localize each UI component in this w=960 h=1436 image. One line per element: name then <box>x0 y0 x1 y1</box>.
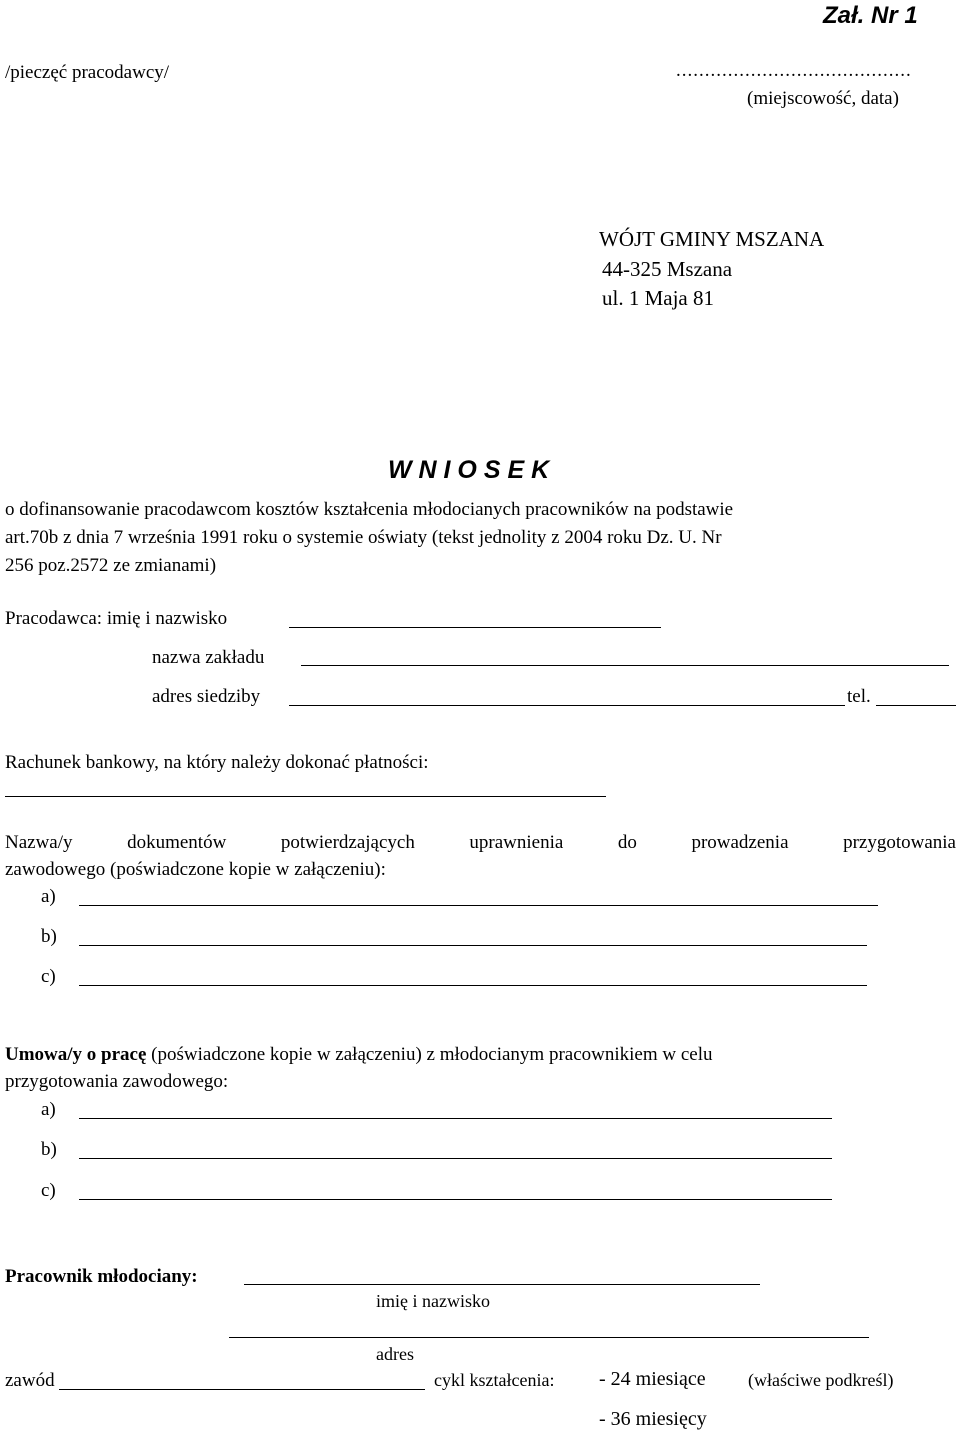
documents-word: przygotowania <box>843 832 956 853</box>
contract-line1 <box>5 1044 713 1066</box>
phone-field[interactable] <box>876 705 956 706</box>
profession-label: zawód <box>5 1370 55 1391</box>
document-item-label-b: b) <box>41 926 57 947</box>
documents-line2-rest: (poświadczone kopie w załączeniu): <box>105 859 386 880</box>
worker-label: Pracownik młodociany: <box>5 1266 198 1287</box>
worker-address-caption: adres <box>376 1344 414 1364</box>
recipient-line1: WÓJT GMINY MSZANA <box>599 227 825 251</box>
documents-word: dokumentów <box>127 832 227 853</box>
company-name-label: nazwa zakładu <box>152 647 265 668</box>
documents-word: Nazwa/y <box>5 832 73 853</box>
intro-line2: art.70b z dnia 7 września 1991 roku o systemie oświaty (tekst jednolity z 2004 roku Dz. U. Nr <box>5 527 722 548</box>
documents-line2 <box>5 859 386 881</box>
recipient-line3: ul. 1 Maja 81 <box>602 286 714 310</box>
place-date-dots: ......................................... <box>676 60 912 81</box>
contract-field-a[interactable] <box>79 1118 832 1119</box>
contract-field-b[interactable] <box>79 1158 832 1159</box>
employer-label: Pracodawca: <box>5 608 103 629</box>
employer-name-field[interactable] <box>289 627 661 628</box>
contract-bold: Umowa/y o pracę <box>5 1044 147 1065</box>
contract-item-label-c: c) <box>41 1180 56 1201</box>
contract-rest: (poświadczone kopie w załączeniu) z młodocianym pracownikiem w celu <box>146 1044 713 1065</box>
bank-account-field[interactable] <box>5 796 606 797</box>
profession-field[interactable] <box>59 1389 425 1390</box>
training-cycle-label: cykl kształcenia: <box>434 1370 555 1390</box>
worker-name-caption: imię i nazwisko <box>376 1291 490 1311</box>
place-date-label: (miejscowość, data) <box>747 88 899 109</box>
cycle-option-36[interactable]: - 36 miesięcy <box>599 1408 707 1430</box>
documents-word: uprawnienia <box>469 832 564 853</box>
intro-line1: o dofinansowanie pracodawcom kosztów kształcenia młodocianych pracowników na podstawie <box>5 499 734 520</box>
employer-name-label: imię i nazwisko <box>106 608 228 629</box>
cycle-hint: (właściwe podkreśl) <box>748 1370 894 1390</box>
recipient-line2: 44-325 Mszana <box>602 257 733 281</box>
documents-line1 <box>5 832 956 854</box>
document-title: W N I O S E K <box>388 456 550 484</box>
documents-word: prowadzenia <box>691 832 789 853</box>
intro-line3: 256 poz.2572 ze zmianami) <box>5 555 217 576</box>
company-address-field[interactable] <box>289 705 845 706</box>
phone-label: tel. <box>847 686 871 707</box>
document-item-label-a: a) <box>41 886 56 907</box>
documents-word: do <box>617 832 637 853</box>
document-item-label-c: c) <box>41 966 56 987</box>
contract-field-c[interactable] <box>79 1199 832 1200</box>
document-field-c[interactable] <box>79 985 867 986</box>
attachment-number: Zał. Nr 1 <box>823 2 918 29</box>
company-name-field[interactable] <box>301 665 949 666</box>
contract-line2: przygotowania zawodowego: <box>5 1071 229 1092</box>
documents-line2-bold: zawodowego <box>5 859 106 880</box>
cycle-option-24[interactable]: - 24 miesiące <box>599 1368 706 1390</box>
bank-account-label: Rachunek bankowy, na który należy dokonać płatności: <box>5 752 429 773</box>
documents-word: potwierdzających <box>280 832 415 853</box>
document-field-a[interactable] <box>79 905 878 906</box>
worker-address-field[interactable] <box>229 1337 869 1338</box>
employer-stamp-label: /pieczęć pracodawcy/ <box>5 62 170 83</box>
contract-item-label-a: a) <box>41 1099 56 1120</box>
contract-item-label-b: b) <box>41 1139 57 1160</box>
company-address-label: adres siedziby <box>152 686 261 707</box>
employer-row <box>5 608 227 630</box>
document-field-b[interactable] <box>79 945 867 946</box>
worker-name-field[interactable] <box>244 1284 760 1285</box>
